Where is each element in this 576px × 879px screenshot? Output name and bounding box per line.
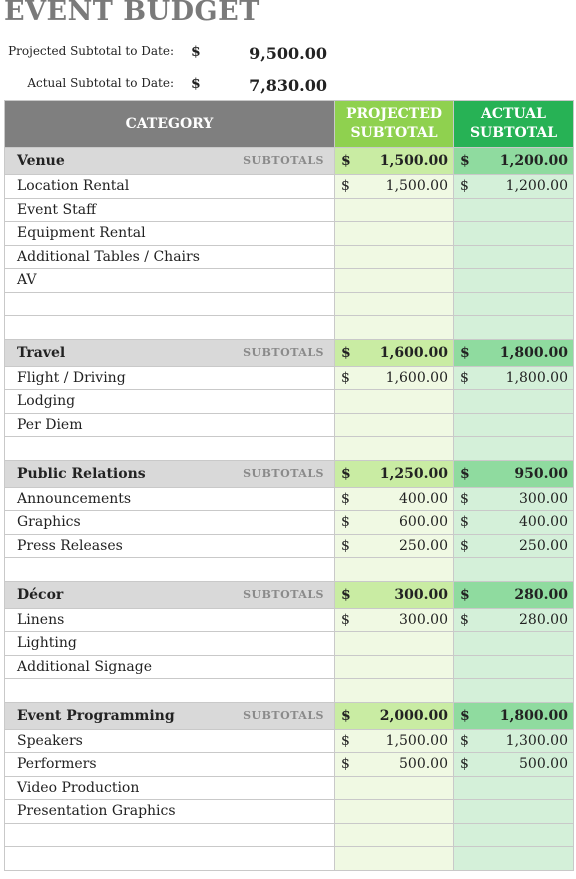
item-name: Location Rental [17,178,130,195]
item-actual [454,370,573,386]
section-projected-value: 300.00 [394,586,448,603]
item-projected-cell[interactable] [335,198,454,222]
item-name-cell[interactable] [5,632,335,656]
item-actual [454,612,573,628]
section-actual-cell[interactable] [454,339,574,366]
item-actual-cell[interactable] [454,413,574,437]
item-row [5,437,574,461]
item-actual-cell[interactable] [454,800,574,824]
item-actual-value: 400.00 [519,514,568,531]
item-projected [335,491,453,507]
item-actual-cell[interactable] [454,437,574,461]
category-header: CATEGORY [5,101,335,148]
item-name-cell[interactable] [5,366,335,390]
item-name-cell[interactable] [5,292,335,316]
item-projected-cell[interactable] [335,776,454,800]
item-name: Lighting [17,635,77,652]
actual-header-line2: SUBTOTAL [469,125,558,141]
item-actual-cell[interactable] [454,198,574,222]
currency-symbol: $ [341,707,351,724]
section-name-cell[interactable] [5,148,335,175]
item-name: Additional Signage [17,658,152,675]
currency-symbol: $ [460,344,470,361]
item-projected-cell[interactable] [335,753,454,777]
item-actual-value: 300.00 [519,490,568,507]
section-row [5,148,574,175]
section-projected-cell[interactable] [335,702,454,729]
currency-symbol: $ [460,537,469,554]
section-actual [454,153,573,169]
item-row [5,269,574,293]
currency-symbol: $ [460,611,469,628]
item-name: Speakers [17,732,83,749]
item-actual-cell[interactable] [454,655,574,679]
section-name: Décor [17,586,64,603]
item-row [5,487,574,511]
item-projected-cell[interactable] [335,316,454,340]
item-name-cell[interactable] [5,316,335,340]
budget-table [4,100,574,871]
currency-symbol: $ [460,514,469,531]
item-name-cell[interactable] [5,847,335,871]
item-projected-value: 400.00 [399,490,448,507]
subtotals-label: SUBTOTALS [243,466,324,480]
item-projected-value: 500.00 [399,756,448,773]
section-actual-cell[interactable] [454,148,574,175]
item-name-cell[interactable] [5,269,335,293]
item-projected-cell[interactable] [335,487,454,511]
section-projected [335,466,453,482]
item-name-cell[interactable] [5,608,335,632]
item-projected-cell[interactable] [335,437,454,461]
item-row [5,390,574,414]
item-actual [454,491,573,507]
item-projected-cell[interactable] [335,729,454,753]
section-row [5,339,574,366]
section-actual-cell[interactable] [454,702,574,729]
actual-header-line1: ACTUAL [481,106,546,122]
item-row [5,511,574,535]
item-name: Video Production [17,779,140,796]
item-projected-cell[interactable] [335,823,454,847]
item-actual-cell[interactable] [454,292,574,316]
item-actual-cell[interactable] [454,316,574,340]
actual-summary-value[interactable]: 7,830.00 [249,76,327,95]
item-actual-cell[interactable] [454,175,574,199]
section-name-cell[interactable] [5,702,335,729]
item-projected-cell[interactable] [335,511,454,535]
item-name: Performers [17,756,97,773]
currency-symbol: $ [341,586,351,603]
item-projected-cell[interactable] [335,175,454,199]
currency-symbol: $ [341,732,350,749]
item-name: Event Staff [17,201,97,218]
item-actual [454,178,573,194]
item-actual-cell[interactable] [454,823,574,847]
item-projected [335,370,453,386]
item-projected-cell[interactable] [335,366,454,390]
item-projected [335,514,453,530]
item-actual-cell[interactable] [454,776,574,800]
item-actual-cell[interactable] [454,753,574,777]
section-name-cell[interactable] [5,339,335,366]
projected-summary-row [0,44,576,64]
section-actual [454,466,573,482]
item-actual-cell[interactable] [454,608,574,632]
item-name-cell[interactable] [5,655,335,679]
section-projected [335,345,453,361]
currency-symbol: $ [191,76,201,92]
item-projected-cell[interactable] [335,245,454,269]
item-projected-cell[interactable] [335,679,454,703]
item-row [5,534,574,558]
item-projected-value: 250.00 [399,537,448,554]
item-actual-cell[interactable] [454,366,574,390]
currency-symbol: $ [460,369,469,386]
section-actual-value: 280.00 [514,586,568,603]
item-row [5,413,574,437]
item-row [5,847,574,871]
item-name-cell[interactable] [5,222,335,246]
projected-header-line2: SUBTOTAL [350,125,438,141]
item-name-cell[interactable] [5,823,335,847]
item-actual-value: 280.00 [519,611,568,628]
section-projected-value: 1,600.00 [379,344,448,361]
section-name: Travel [17,344,66,361]
section-projected [335,587,453,603]
item-name: Equipment Rental [17,225,146,242]
section-actual [454,345,573,361]
header-row [5,101,574,148]
currency-symbol: $ [191,44,201,60]
actual-summary-row [0,76,576,96]
item-row [5,366,574,390]
item-projected-cell[interactable] [335,390,454,414]
item-row [5,608,574,632]
item-name-cell[interactable] [5,198,335,222]
item-actual-value: 1,300.00 [505,732,568,749]
item-name-cell[interactable] [5,413,335,437]
item-projected-value: 300.00 [399,611,448,628]
item-name-cell[interactable] [5,437,335,461]
item-actual-cell[interactable] [454,847,574,871]
section-row [5,460,574,487]
currency-symbol: $ [341,153,351,169]
currency-symbol: $ [341,465,351,482]
subtotals-label: SUBTOTALS [243,154,324,167]
item-name: Per Diem [17,416,83,433]
item-actual-cell[interactable] [454,222,574,246]
item-actual-value: 1,800.00 [505,369,568,386]
item-projected [335,178,453,194]
item-row [5,679,574,703]
currency-symbol: $ [460,153,470,169]
section-actual [454,708,573,724]
section-projected [335,708,453,724]
currency-symbol: $ [460,490,469,507]
section-projected-value: 1,250.00 [379,465,448,482]
item-projected [335,538,453,554]
actual-summary-label: Actual Subtotal to Date: [27,76,174,90]
item-actual-cell[interactable] [454,245,574,269]
item-actual-value: 500.00 [519,756,568,773]
item-actual-cell[interactable] [454,534,574,558]
currency-symbol: $ [341,756,350,773]
item-name-cell[interactable] [5,729,335,753]
section-projected-value: 2,000.00 [379,707,448,724]
currency-symbol: $ [341,537,350,554]
section-name: Event Programming [17,707,175,724]
section-projected [335,153,453,169]
section-row [5,702,574,729]
item-row [5,800,574,824]
section-name: Venue [17,153,65,169]
item-projected-cell[interactable] [335,800,454,824]
item-actual [454,538,573,554]
section-actual-value: 1,800.00 [499,344,568,361]
item-projected-value: 1,600.00 [385,369,448,386]
item-actual-cell[interactable] [454,487,574,511]
item-projected-cell[interactable] [335,222,454,246]
item-row [5,292,574,316]
section-projected-cell[interactable] [335,581,454,608]
item-name: Announcements [17,490,132,507]
item-projected-cell[interactable] [335,413,454,437]
section-actual-cell[interactable] [454,460,574,487]
item-actual [454,733,573,749]
currency-symbol: $ [341,369,350,386]
projected-header-line1: PROJECTED [345,106,443,122]
item-name: Linens [17,611,65,628]
projected-summary-label: Projected Subtotal to Date: [8,44,174,58]
item-projected-value: 600.00 [399,514,448,531]
item-projected-cell[interactable] [335,558,454,582]
item-name: Lodging [17,393,76,410]
item-projected [335,733,453,749]
currency-symbol: $ [341,514,350,531]
section-name: Public Relations [17,465,146,482]
item-row [5,776,574,800]
section-name-cell[interactable] [5,581,335,608]
item-name-cell[interactable] [5,800,335,824]
item-projected-value: 1,500.00 [385,178,448,195]
item-projected-cell[interactable] [335,608,454,632]
page-title: EVENT BUDGET [4,0,260,27]
section-name-cell[interactable] [5,460,335,487]
item-actual-cell[interactable] [454,729,574,753]
item-row [5,655,574,679]
item-name: Presentation Graphics [17,803,176,820]
item-projected-cell[interactable] [335,534,454,558]
item-actual [454,756,573,772]
currency-symbol: $ [460,586,470,603]
currency-symbol: $ [341,490,350,507]
item-actual-cell[interactable] [454,390,574,414]
item-row [5,753,574,777]
subtotals-label: SUBTOTALS [243,708,324,722]
item-projected [335,756,453,772]
item-actual-cell[interactable] [454,511,574,535]
subtotals-label: SUBTOTALS [243,345,324,359]
item-row [5,316,574,340]
currency-symbol: $ [460,707,470,724]
item-row [5,222,574,246]
item-name-cell[interactable] [5,679,335,703]
currency-symbol: $ [460,756,469,773]
section-actual-value: 1,800.00 [499,707,568,724]
item-name-cell[interactable] [5,175,335,199]
item-actual-cell[interactable] [454,632,574,656]
item-projected-cell[interactable] [335,632,454,656]
section-actual-cell[interactable] [454,581,574,608]
item-actual-cell[interactable] [454,679,574,703]
projected-summary-value[interactable]: 9,500.00 [249,44,327,63]
item-name: AV [17,272,37,289]
item-name: Additional Tables / Chairs [17,248,200,265]
section-projected-cell[interactable] [335,460,454,487]
item-projected-value: 1,500.00 [385,732,448,749]
currency-symbol: $ [341,611,350,628]
item-actual-value: 1,200.00 [505,178,568,195]
item-name: Press Releases [17,537,123,554]
item-projected [335,612,453,628]
item-row [5,198,574,222]
budget-body [5,148,574,871]
item-name-cell[interactable] [5,753,335,777]
actual-header [454,101,574,148]
currency-symbol: $ [460,465,470,482]
item-name: Flight / Driving [17,369,126,386]
item-row [5,632,574,656]
section-row [5,581,574,608]
item-row [5,558,574,582]
item-name-cell[interactable] [5,245,335,269]
item-name-cell[interactable] [5,487,335,511]
item-actual [454,514,573,530]
section-projected-cell[interactable] [335,148,454,175]
item-row [5,823,574,847]
item-actual-cell[interactable] [454,558,574,582]
item-name-cell[interactable] [5,558,335,582]
projected-header [335,101,454,148]
section-projected-cell[interactable] [335,339,454,366]
item-projected-cell[interactable] [335,269,454,293]
item-projected-cell[interactable] [335,292,454,316]
section-actual [454,587,573,603]
item-row [5,729,574,753]
item-row [5,175,574,199]
item-name-cell[interactable] [5,776,335,800]
item-projected-cell[interactable] [335,847,454,871]
currency-symbol: $ [341,344,351,361]
subtotals-label: SUBTOTALS [243,587,324,601]
section-projected-value: 1,500.00 [379,153,448,169]
item-name-cell[interactable] [5,511,335,535]
item-name-cell[interactable] [5,534,335,558]
section-actual-value: 1,200.00 [499,153,568,169]
item-row [5,245,574,269]
item-projected-cell[interactable] [335,655,454,679]
currency-symbol: $ [460,178,469,195]
item-actual-cell[interactable] [454,269,574,293]
item-name-cell[interactable] [5,390,335,414]
item-name: Graphics [17,514,81,531]
currency-symbol: $ [460,732,469,749]
currency-symbol: $ [341,178,350,195]
item-actual-value: 250.00 [519,537,568,554]
section-actual-value: 950.00 [514,465,568,482]
